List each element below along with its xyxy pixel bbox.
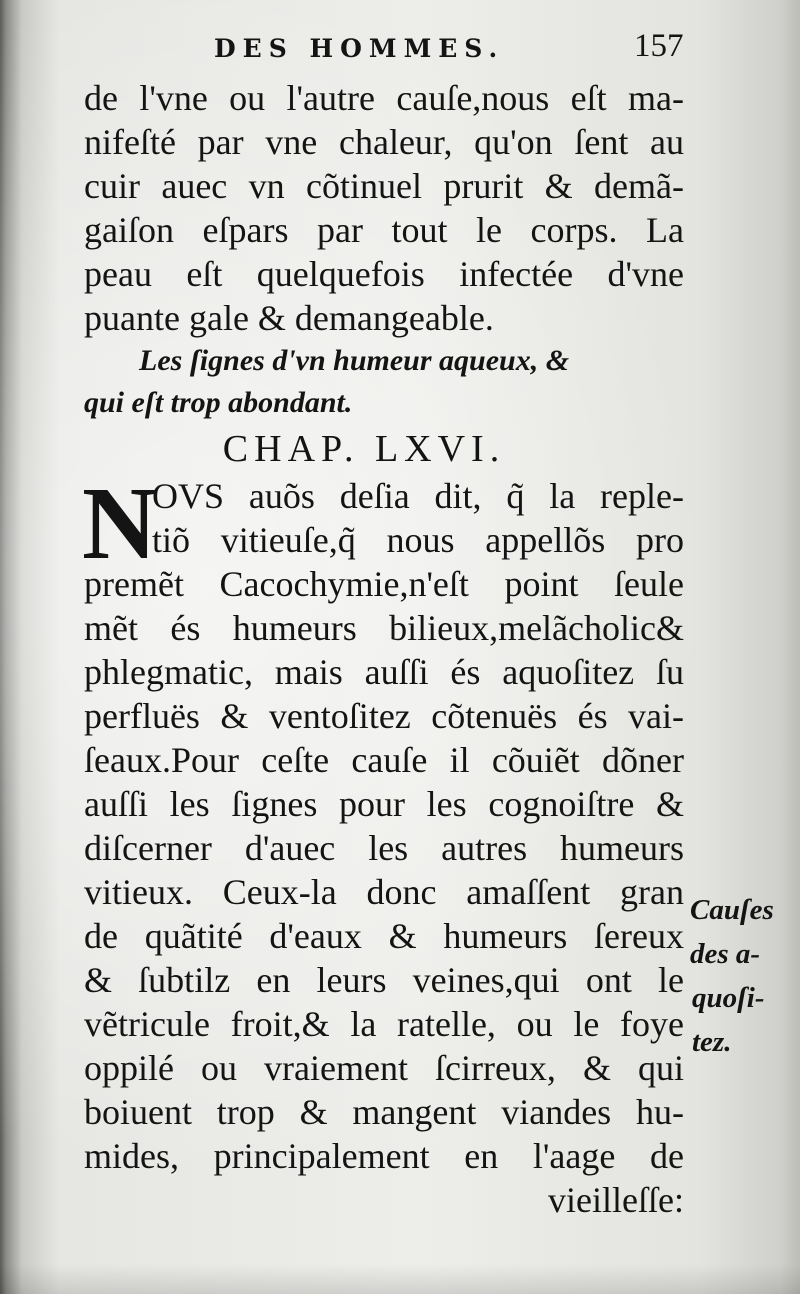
text-line: & ſubtilz en leurs veines,qui ont le (84, 960, 684, 1000)
text-line: de l'vne ou l'autre cauſe,nous eſt ma- (84, 78, 684, 118)
chapter-subtitle-line-1: Les ſignes d'vn humeur aqueux, & (139, 344, 570, 377)
text-line: puante gale & demangeable. (84, 298, 494, 338)
margin-note-line: Cauſes (690, 894, 774, 926)
text-line: nifeſté par vne chaleur, qu'on ſent au (84, 122, 684, 162)
text-line: vitieux. Ceux-la donc amaſſent gran (84, 872, 684, 912)
text-line: diſcerner d'auec les autres humeurs (84, 828, 684, 868)
text-line: OVS auõs deſia dit, q̃ la reple- (152, 476, 684, 516)
text-line: de quãtité d'eaux & humeurs ſereux (84, 916, 684, 956)
text-line: auſſi les ſignes pour les cognoiſtre & (84, 784, 684, 824)
text-line: peau eſt quelquefois infectée d'vne (84, 254, 684, 294)
text-line: gaiſon eſpars par tout le corps. La (84, 210, 684, 250)
chapter-subtitle-line-2: qui eſt trop abondant. (84, 386, 353, 419)
text-line: vẽtricule froit,& la ratelle, ou le foye (84, 1004, 684, 1044)
text-line: ſeaux.Pour ceſte cauſe il cõuiẽt dõner (84, 740, 684, 780)
text-line: oppilé ou vraiement ſcirreux, & qui (84, 1048, 684, 1088)
text-line: mẽt és humeurs bilieux,melãcholic& (84, 608, 684, 648)
text-line: perfluës & ventoſitez cõtenuës és vai- (84, 696, 684, 736)
text-line: cuir auec vn cõtinuel prurit & demã- (84, 166, 684, 206)
bleed-through-text (690, 290, 800, 600)
text-line: tiõ vitieuſe,q̃ nous appellõs pro (152, 520, 684, 560)
margin-note-line: tez. (692, 1026, 732, 1058)
chapter-opening (82, 466, 684, 581)
text-line: premẽt Cacochymie,n'eſt point ſeule (84, 564, 684, 604)
chapter-heading: CHAP. LXVI. (222, 428, 506, 470)
margin-note-line: des a- (690, 938, 761, 970)
text-line: phlegmatic, mais auſſi és aquoſitez ſu (84, 652, 684, 692)
text-line: boiuent trop & mangent viandes hu- (84, 1092, 684, 1132)
page-header (0, 26, 800, 74)
catchword: vieilleſſe: (548, 1180, 684, 1220)
margin-note-line: quoſi- (692, 982, 765, 1014)
running-head: DES HOMMES. (214, 34, 505, 63)
margin-note (690, 888, 800, 1064)
text-block (84, 76, 684, 1222)
drop-cap-initial: N (82, 466, 158, 581)
text-line: mides, principalement en l'aage de (84, 1136, 684, 1176)
page-number: 157 (634, 28, 684, 64)
